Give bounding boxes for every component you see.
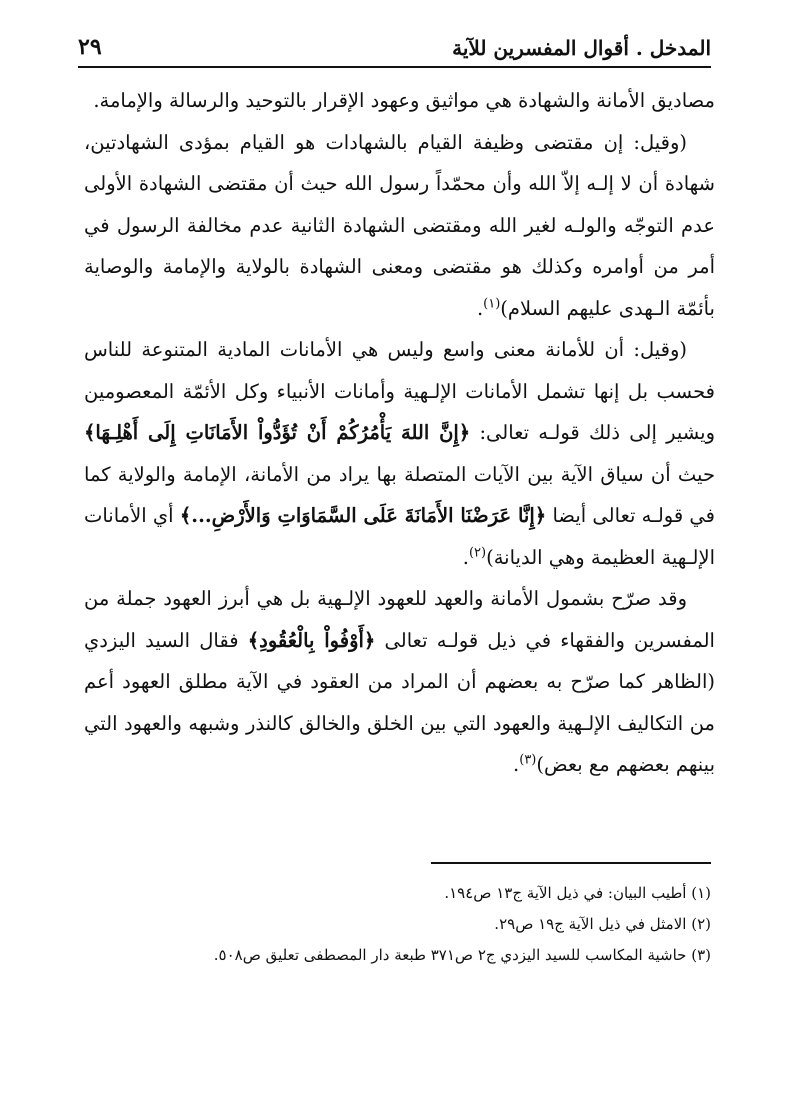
paragraph-text: (وقيل: إن مقتضى وظيفة القيام بالشهادات هو القيام بمؤدى الشهادتين، شهادة أن لا إلـه إلاّ الله وأن محمّداً رسول الله حيث أن مقتضى الشهادة الأولى عدم التوجّه والولـه لغير الله ومقتضى الشهادة الثانية عدم مخالفة الرسول في أمر من أوامره وكذلك هو مقتضى ومعنى الشهادة بالولاية والإمامة والوصاية بأئمّة الـهدى عليهم السلام) <box>84 130 715 320</box>
paragraph-tail: . <box>462 545 469 569</box>
paragraph-4 <box>84 578 715 786</box>
paragraph-text: أي الأمانات الإلـهية العظيمة وهي الديانة) <box>84 504 715 569</box>
quran-verse-awfu: ﴿أَوْفُواْ بِالْعُقُودِ﴾ <box>247 628 376 652</box>
paragraph-3 <box>84 329 715 578</box>
paragraph-2 <box>84 122 715 330</box>
footnote-ref-1[interactable]: (١) <box>483 296 501 311</box>
paragraph-text: (وقيل: أن للأمانة معنى واسع وليس هي الأمانات المادية المتنوعة للناس فحسب بل إنها تشمل الأمانات الإلـهية وأمانات الأنبياء وكل الأئمّة المعصومين ويشير إلى ذلك قولـه تعالى: <box>84 338 715 444</box>
page-number: ٢٩ <box>78 34 102 60</box>
paragraph-1 <box>84 80 715 122</box>
running-header <box>78 28 711 68</box>
body-text <box>84 80 715 786</box>
footnote-divider <box>431 862 711 864</box>
footnote-3: (٣) حاشية المكاسب للسيد اليزدي ج٢ ص٣٧١ طبعة دار المصطفى تعليق ص٥٠٨. <box>213 946 711 964</box>
paragraph-text: مصاديق الأمانة والشهادة هي مواثيق وعهود الإقرار بالتوحيد والرسالة والإمامة. <box>93 89 715 112</box>
quran-verse-ardna: ﴿إِنَّا عَرَضْنَا الأَمَانَةَ عَلَى السَّمَاوَاتِ وَالأَرْضِ...﴾ <box>179 504 547 527</box>
paragraph-text: فقال السيد اليزدي (الظاهر كما صرّح به بعضهم أن المراد من العقود في الآية مطلق العهود أعم من التكاليف الإلـهية والعهود التي بين الخلق والخالق كالنذر وشبهه والعهود التي بينهم بعضهم مع بعض) <box>84 628 715 776</box>
paragraph-tail: . <box>513 753 520 776</box>
footnote-2: (٢) الامثل في ذيل الآية ج١٩ ص٢٩. <box>494 915 711 933</box>
footnote-ref-2[interactable]: (٢) <box>468 545 487 560</box>
footnote-ref-3[interactable]: (٣) <box>519 752 537 768</box>
footnote-1: (١) أطيب البيان: في ذيل الآية ج١٣ ص١٩٤. <box>444 884 711 902</box>
paragraph-text: حيث أن سياق الآية بين الآيات المتصلة بها يراد من الأمانة، الإمامة والولاية كما في قولـه تعالى أيضا <box>84 462 716 527</box>
paragraph-text: وقد صرّح بشمول الأمانة والعهد للعهود الإلـهية بل هي أبرز العهود جملة من المفسرين والفقهاء في ذيل قولـه تعالى <box>84 587 715 652</box>
footnotes <box>84 878 711 971</box>
header-title: المدخل . أقوال المفسرين للآية <box>452 36 711 60</box>
paragraph-tail: . <box>476 296 484 320</box>
quran-verse-amanat: ﴿إِنَّ اللهَ يَأْمُرُكُمْ أَنْ تُؤَدُّواْ الأَمَانَاتِ إِلَى أَهْلِـهَا﴾ <box>84 421 471 444</box>
